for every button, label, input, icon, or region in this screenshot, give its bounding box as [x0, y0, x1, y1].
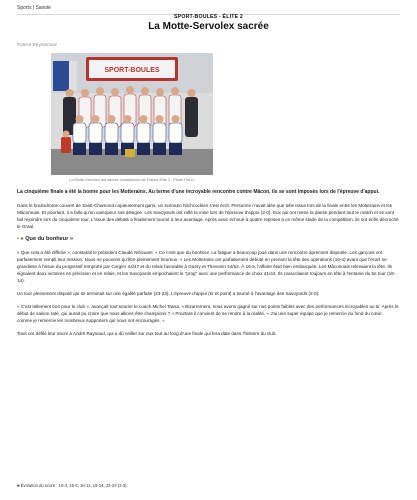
breadcrumb[interactable]: Sports | Savoie	[17, 5, 400, 15]
article-author[interactable]: Patrice Deymonnaz	[17, 42, 58, 47]
article-paragraph: « Que cela a été difficile », constatait le président Claude Nihouam. « Ce n'est que du bonheur. La fatigue a beaucoup joué dans une rencontre âprement disputée. Les garçons ont parfaitement rempli leur mission. Nous ne pouvons qu'être pleinement heureux. » Les Motterains ont parfaitement débuté en prenant la tête des opérations (10-4) avant que l'écart ne grandisse à l'issue du progressif remporté par Corgier 44/47 et du relais favorable à Guéry et Thevenin 44/52. À 16-5, l'affaire était bien embarquée. Les Mâconnais relevaient la tête. Ils signaient deux victoires en précision et en relais, et les Savoyards empochaient le "prog" avec une performance de choix 41/44. Ils caracolaient toujours en tête à l'entame du 5e tour (19-14).	[17, 250, 396, 283]
banner-text: SPORT-BOULES	[104, 67, 160, 74]
article-subhead	[17, 236, 399, 243]
team-photo[interactable]	[51, 53, 213, 175]
article-paragraph: Un tour pleinement disputé qui se terminait sur une égalité parfaite (23-23). L'épreuve d'appui (tir et point) a tourné à l'avantage des Savoyards (2-0).	[17, 291, 320, 296]
article-paragraph: Dans le boulodrome couvert de Saint-Chamond copieusement garni, un scénario hitchcockien s'est écrit. Personne n'avait idée que telle issue lors de la finale entre les Motterains et les Mâconnais. Et pourtant, il a fallu qu'un vainqueur soit désigné. Les Savoyards ont raflé la mise lors de l'épreuve d'appui (2-0). Eux qui ont mené la danse pendant tout le match et se sont fait rejoindre lors du cinquième tour. L'issue des débats a finalement tourné à leur avantage. Après avoir échoué à quatre reprises à ce même stade de la compétition, ils ont enfin décroché le Graal.	[17, 203, 399, 229]
article-paragraph: « C'est tellement bon pour le club », avançait tout sourire le coach Michel Tassa. « Bizarrement, nous avons gagné sur nos points faibles avec des performances incroyables au tir. Après le début de saison raté, qui aurait pu croire que nous allions être champions ? » Pourtant il convient de se rendre à la réalité. « J'ai une super équipe que je remercie du fond du cœur, comme je remercie les nombreux supporters qui nous ont encouragés. »	[17, 304, 399, 323]
article-kicker: SPORT-BOULES - ÉLITE 2	[174, 14, 243, 20]
article-paragraph: Tous ont défilé leur sacre à André Raynaud, qui a dû veiller sur eux tout au long d'une finale qui fera date dans l'histoire du club.	[17, 331, 277, 336]
article-lead: La cinquième finale a été la bonne pour les Motterains. Au terme d'une incroyable rencontre contre Mâcon, ils se sont imposés lors de l'épreuve d'appui.	[17, 189, 380, 195]
square-bullet-icon: ■	[17, 483, 20, 488]
score-evolution	[17, 483, 399, 488]
page-title: La Motte-Servolex sacrée	[148, 21, 269, 32]
article-body	[17, 188, 399, 343]
photo-caption: La Motte-Servolex est sacrée championne de France Élite 2 . Photo Pat D.	[69, 178, 195, 182]
team-photo-image	[51, 53, 213, 175]
score-text: Évolution du score : 10-4, 16-5, 18-11, 19-14, 23-23 (2-0).	[20, 483, 128, 488]
subhead-text: « Que du bonheur »	[20, 236, 74, 242]
bullet-icon: •	[17, 236, 19, 242]
